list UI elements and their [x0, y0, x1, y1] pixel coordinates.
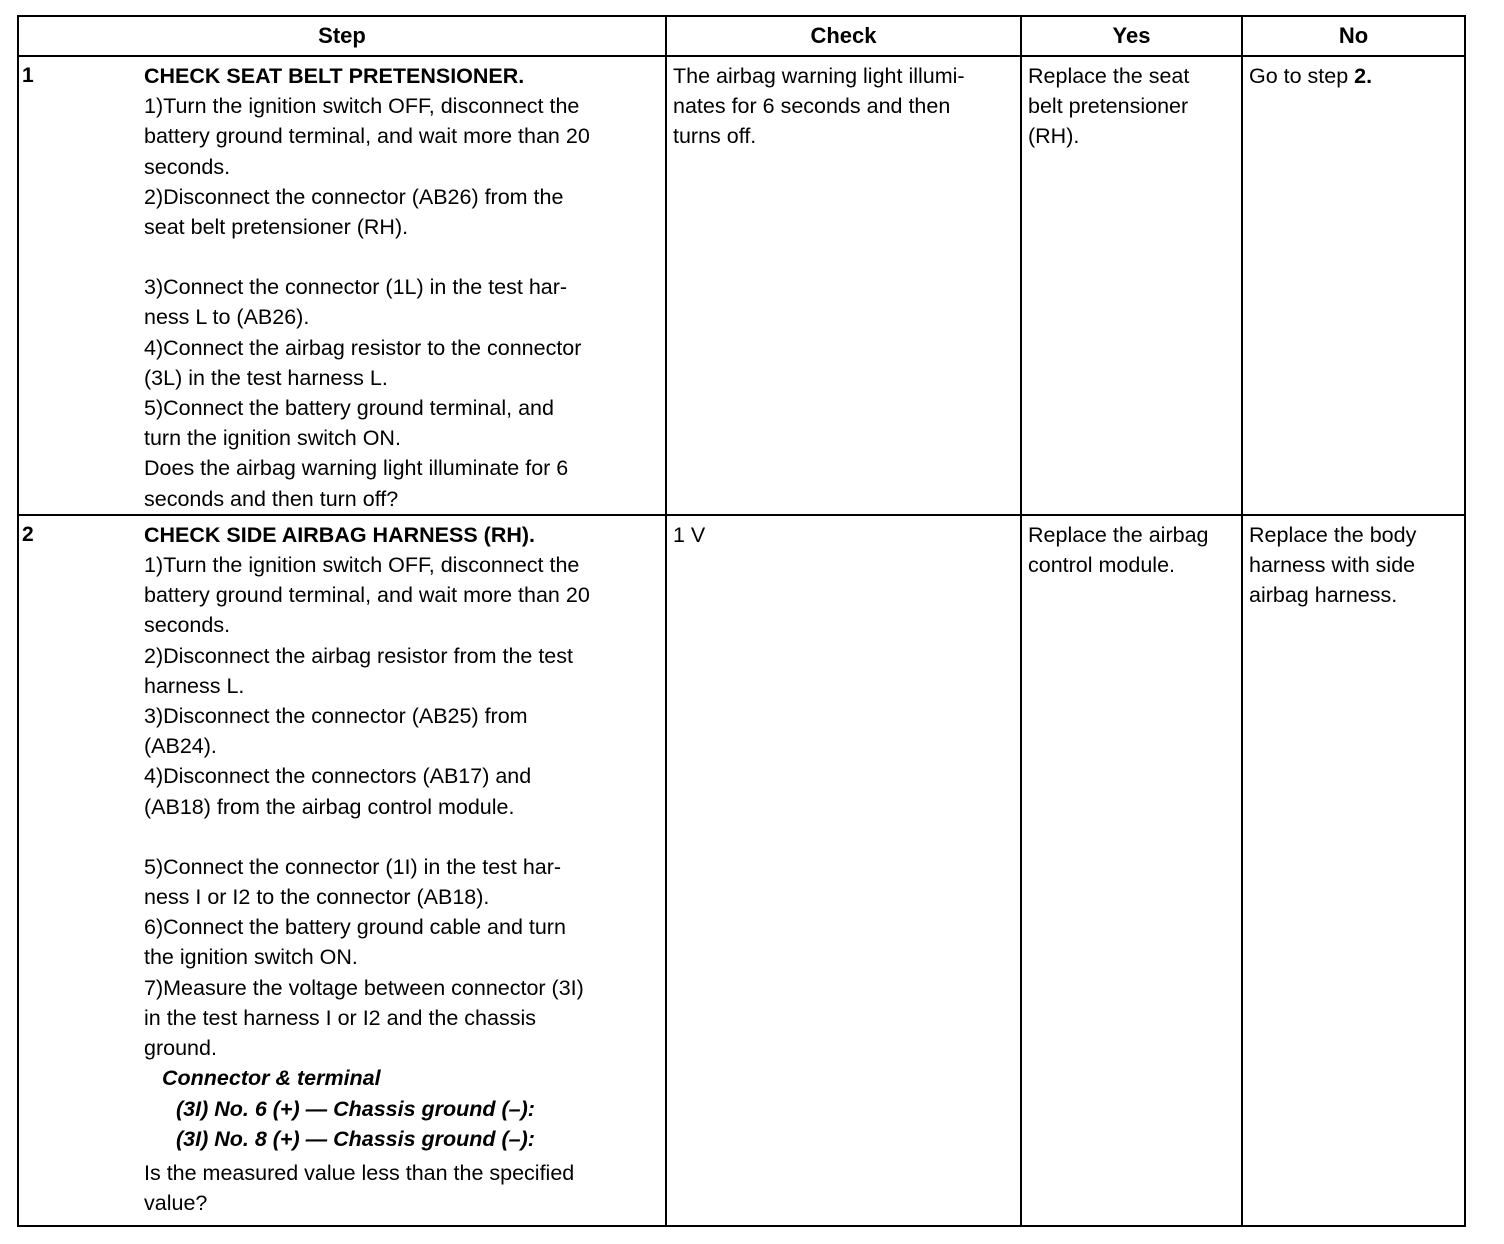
step-line: 5)Connect the connector (1I) in the test har-	[144, 854, 562, 879]
step-line: in the test harness I or I2 and the chassis	[144, 1005, 536, 1030]
no-line: harness with side	[1249, 553, 1416, 578]
step-line: Is the measured value less than the specified	[144, 1160, 575, 1185]
yes-line: Replace the seat	[1028, 64, 1190, 88]
yes-line: Replace the airbag	[1028, 522, 1209, 547]
step-line: seconds and then turn off?	[144, 486, 399, 511]
step-line: ness I or I2 to the connector (AB18).	[144, 885, 490, 910]
check-line: 1 V	[673, 522, 706, 547]
no-cell	[1242, 515, 1465, 1226]
yes-cell	[1021, 515, 1242, 1226]
spec-heading: Connector & terminal	[162, 1066, 381, 1091]
step-line: the ignition switch ON.	[144, 945, 358, 970]
step-line: Does the airbag warning light illuminate for 6	[144, 456, 569, 481]
no-line: Replace the body	[1249, 522, 1417, 547]
check-line: turns off.	[673, 124, 757, 149]
step-title: CHECK SEAT BELT PRETENSIONER.	[144, 64, 525, 88]
step-line: value?	[144, 1191, 208, 1216]
table-row	[18, 515, 1465, 1226]
diagnostic-table	[17, 15, 1466, 1227]
check-line: nates for 6 seconds and then	[673, 94, 951, 119]
header-step: Step	[18, 16, 666, 56]
table-row	[18, 56, 1465, 515]
step-line: 2)Disconnect the airbag resistor from the test	[144, 643, 573, 668]
header-check: Check	[666, 16, 1021, 56]
step-line: 5)Connect the battery ground terminal, and	[144, 396, 554, 421]
step-line: seat belt pretensioner (RH).	[144, 215, 409, 240]
step-line: 3)Disconnect the connector (AB25) from	[144, 704, 528, 729]
step-cell	[18, 515, 666, 1226]
yes-line: belt pretensioner	[1028, 94, 1189, 119]
step-line: seconds.	[144, 154, 231, 179]
step-line: (AB24).	[144, 734, 217, 759]
step-line: (3L) in the test harness L.	[144, 365, 388, 390]
step-line: ness L to (AB26).	[144, 305, 310, 330]
step-line: 1)Turn the ignition switch OFF, disconnect the	[144, 94, 580, 119]
no-step-ref: 2.	[1354, 64, 1373, 88]
step-cell	[18, 56, 666, 515]
spec-item: (3I) No. 8 (+) — Chassis ground (–):	[176, 1126, 535, 1151]
step-line: battery ground terminal, and wait more than 20	[144, 124, 590, 149]
step-line: 4)Connect the airbag resistor to the connector	[144, 335, 582, 360]
header-row	[18, 16, 1465, 56]
step-line: 3)Connect the connector (1L) in the test har-	[144, 275, 568, 300]
yes-line: (RH).	[1028, 124, 1080, 149]
no-line: airbag harness.	[1249, 583, 1398, 608]
header-yes: Yes	[1021, 16, 1242, 56]
step-line: battery ground terminal, and wait more than 20	[144, 583, 590, 608]
step-line: harness L.	[144, 673, 245, 698]
header-no: No	[1242, 16, 1465, 56]
no-prefix: Go to step	[1249, 64, 1355, 88]
check-cell	[666, 515, 1021, 1226]
no-cell	[1242, 56, 1465, 515]
step-line: 6)Connect the battery ground cable and turn	[144, 915, 566, 940]
check-line: The airbag warning light illumi-	[673, 64, 965, 88]
yes-cell	[1021, 56, 1242, 515]
check-cell	[666, 56, 1021, 515]
step-title: CHECK SIDE AIRBAG HARNESS (RH).	[144, 522, 535, 547]
yes-line: control module.	[1028, 553, 1175, 578]
step-line: 7)Measure the voltage between connector (3I)	[144, 975, 584, 1000]
step-line: seconds.	[144, 613, 231, 638]
step-line: 4)Disconnect the connectors (AB17) and	[144, 764, 532, 789]
step-line: (AB18) from the airbag control module.	[144, 794, 515, 819]
step-number: 2	[22, 522, 34, 546]
step-line: turn the ignition switch ON.	[144, 426, 401, 451]
step-number: 1	[22, 64, 34, 87]
step-line: ground.	[144, 1036, 217, 1061]
step-line: 1)Turn the ignition switch OFF, disconnect the	[144, 553, 580, 578]
spec-item: (3I) No. 6 (+) — Chassis ground (–):	[176, 1096, 535, 1121]
step-line: 2)Disconnect the connector (AB26) from the	[144, 184, 564, 209]
